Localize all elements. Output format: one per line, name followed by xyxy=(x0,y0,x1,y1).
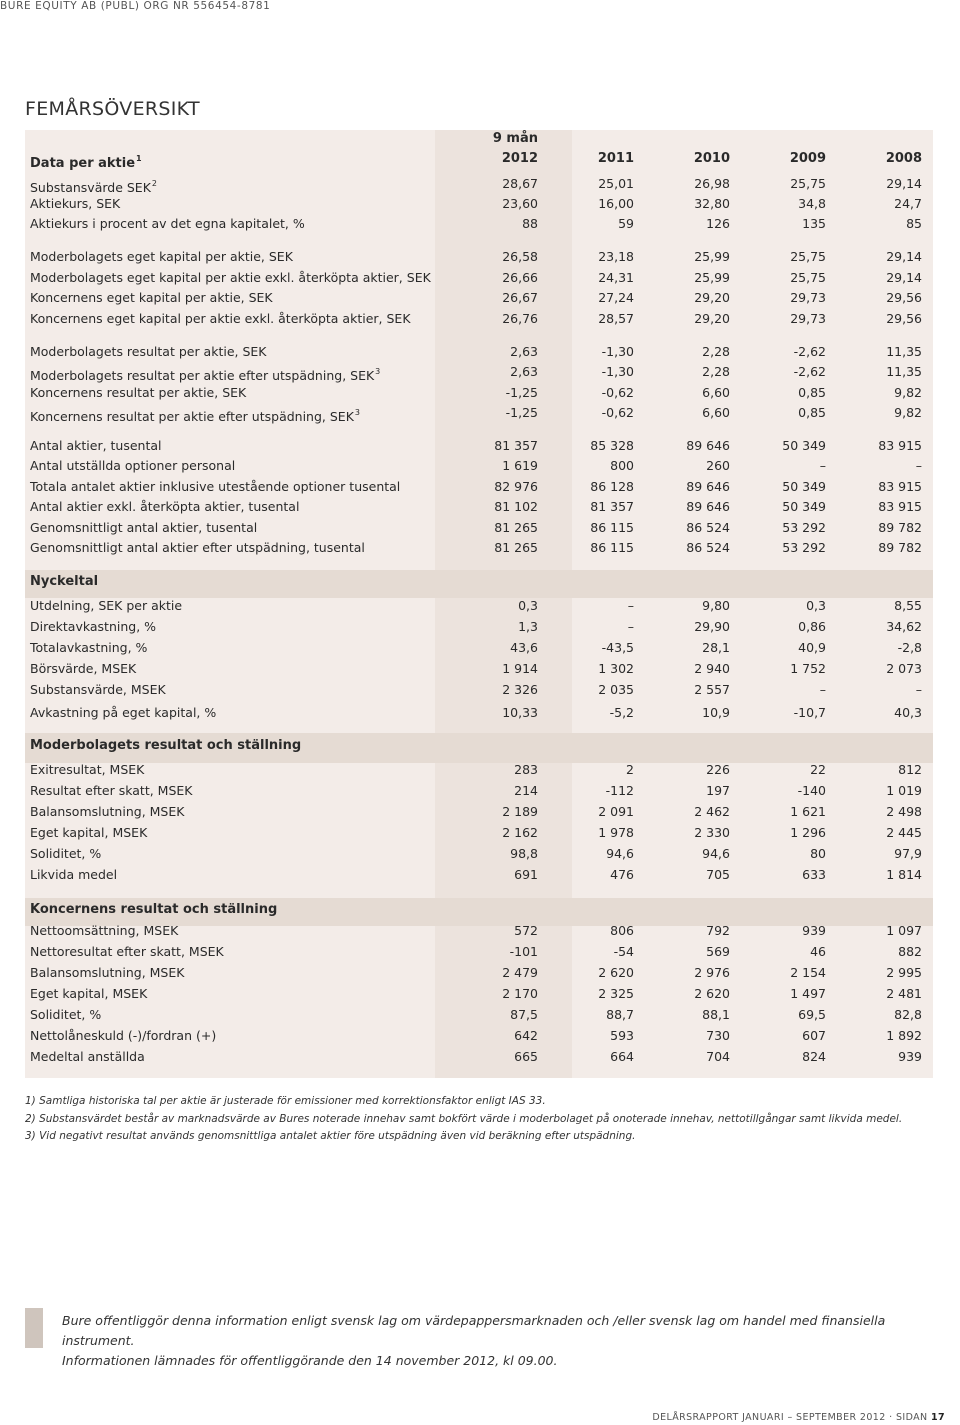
row-value: 81 357 xyxy=(590,499,634,514)
row-value: 82,8 xyxy=(894,1007,922,1022)
row-value: 86 524 xyxy=(686,520,730,535)
row-value: 1 302 xyxy=(598,661,634,676)
row-value: 25,01 xyxy=(598,176,634,191)
row-label: Substansvärde SEK$^2$ xyxy=(30,179,157,195)
row-label: Genomsnittligt antal aktier, tusental xyxy=(30,520,258,535)
row-value: 2,28 xyxy=(702,364,730,379)
row-value: 691 xyxy=(514,867,538,882)
row-value: 2 620 xyxy=(694,986,730,1001)
row-label: Totalavkastning, % xyxy=(30,640,148,655)
row-value: 86 128 xyxy=(590,479,634,494)
row-value: 2,63 xyxy=(510,344,538,359)
row-label: Koncernens resultat per aktie efter utspädning, SEK$^3$ xyxy=(30,408,360,424)
table-row xyxy=(25,659,933,679)
row-value: – xyxy=(819,458,826,473)
row-value: 40,3 xyxy=(894,705,922,720)
row-value: -1,30 xyxy=(601,344,634,359)
row-value: 283 xyxy=(514,762,538,777)
page-footer xyxy=(652,1412,945,1423)
row-value: 89 782 xyxy=(878,540,922,555)
row-value: 81 265 xyxy=(494,520,538,535)
row-value: 1 019 xyxy=(886,783,922,798)
row-value: 2 189 xyxy=(502,804,538,819)
row-value: – xyxy=(915,682,922,697)
row-label: Utdelning, SEK per aktie xyxy=(30,598,183,613)
row-value: 572 xyxy=(514,923,538,938)
table-row xyxy=(25,497,933,517)
table-row xyxy=(25,403,933,423)
row-label: Moderbolagets eget kapital per aktie exkl. återköpta aktier, SEK xyxy=(30,270,431,285)
column-header-year: 2012 xyxy=(501,151,538,166)
row-value: 81 265 xyxy=(494,540,538,555)
row-value: 8,55 xyxy=(894,598,922,613)
row-value: 29,14 xyxy=(886,270,922,285)
row-value: -112 xyxy=(605,783,634,798)
row-value: 11,35 xyxy=(886,364,922,379)
table-row xyxy=(25,921,933,941)
column-header-year: 2011 xyxy=(597,151,634,166)
row-label: Koncernens eget kapital per aktie exkl. återköpta aktier, SEK xyxy=(30,311,411,326)
table-row xyxy=(25,1047,933,1067)
table-row xyxy=(25,268,933,288)
row-label: Resultat efter skatt, MSEK xyxy=(30,783,193,798)
table-row xyxy=(25,781,933,801)
row-value: 882 xyxy=(898,944,922,959)
footnote: 1) Samtliga historiska tal per aktie är justerade för emissioner med korrektionsfaktor enligt IAS 33. xyxy=(25,1095,546,1107)
table-row xyxy=(25,1026,933,1046)
footer-report: DELÅRSRAPPORT JANUARI – SEPTEMBER 2012 · SIDAN xyxy=(652,1412,928,1423)
row-label: Moderbolagets resultat per aktie, SEK xyxy=(30,344,267,359)
row-value: 1 978 xyxy=(598,825,634,840)
row-value: 26,98 xyxy=(694,176,730,191)
footnotes xyxy=(25,1093,902,1146)
row-value: 2 325 xyxy=(598,986,634,1001)
row-value: 25,75 xyxy=(790,249,826,264)
row-value: 81 102 xyxy=(494,499,538,514)
row-value: 29,73 xyxy=(790,311,826,326)
row-label: Avkastning på eget kapital, % xyxy=(30,705,217,720)
row-value: 0,86 xyxy=(798,619,826,634)
row-value: 29,56 xyxy=(886,290,922,305)
row-value: 88,1 xyxy=(702,1007,730,1022)
row-label: Eget kapital, MSEK xyxy=(30,825,148,840)
row-value: 82 976 xyxy=(494,479,538,494)
row-label: Nettoresultat efter skatt, MSEK xyxy=(30,944,224,959)
table-row xyxy=(25,518,933,538)
table-row xyxy=(25,865,933,885)
table-row xyxy=(25,436,933,456)
row-value: 800 xyxy=(610,458,634,473)
table-row xyxy=(25,638,933,658)
row-value: 29,20 xyxy=(694,290,730,305)
row-value: 0,3 xyxy=(518,598,538,613)
row-value: 1 296 xyxy=(790,825,826,840)
column-header-year: 2008 xyxy=(885,151,922,166)
row-value: 86 115 xyxy=(590,540,634,555)
row-value: 664 xyxy=(610,1049,634,1064)
row-value: 665 xyxy=(514,1049,538,1064)
row-value: 1 497 xyxy=(790,986,826,1001)
row-value: 9,80 xyxy=(702,598,730,613)
row-value: 6,60 xyxy=(702,405,730,420)
row-value: 704 xyxy=(706,1049,730,1064)
row-label: Moderbolagets eget kapital per aktie, SEK xyxy=(30,249,293,264)
row-label: Substansvärde, MSEK xyxy=(30,682,166,697)
row-value: 53 292 xyxy=(782,540,826,555)
row-value: 214 xyxy=(514,783,538,798)
row-value: 10,9 xyxy=(702,705,730,720)
row-value: -101 xyxy=(509,944,538,959)
row-value: 2,63 xyxy=(510,364,538,379)
row-value: 1 892 xyxy=(886,1028,922,1043)
table-row xyxy=(25,942,933,962)
row-value: 2 170 xyxy=(502,986,538,1001)
row-label: Exitresultat, MSEK xyxy=(30,762,145,777)
notice-line: Informationen lämnades för offentliggörande den 14 november 2012, kl 09.00. xyxy=(62,1353,558,1368)
row-value: 89 782 xyxy=(878,520,922,535)
row-value: 2 xyxy=(626,762,634,777)
row-value: -0,62 xyxy=(601,405,634,420)
row-value: 2 162 xyxy=(502,825,538,840)
row-value: -5,2 xyxy=(609,705,634,720)
row-value: 32,80 xyxy=(694,196,730,211)
row-value: 85 xyxy=(906,216,922,231)
row-value: 607 xyxy=(802,1028,826,1043)
row-value: -43,5 xyxy=(601,640,634,655)
table-row xyxy=(25,342,933,362)
row-label: Balansomslutning, MSEK xyxy=(30,804,185,819)
row-label: Balansomslutning, MSEK xyxy=(30,965,185,980)
row-value: 2 620 xyxy=(598,965,634,980)
section-band-nyckeltal xyxy=(25,570,933,598)
row-value: 2 035 xyxy=(598,682,634,697)
financial-table xyxy=(25,130,933,1078)
column-header-top xyxy=(25,129,933,149)
table-row xyxy=(25,984,933,1004)
row-value: 9,82 xyxy=(894,405,922,420)
row-value: -140 xyxy=(797,783,826,798)
row-value: 23,18 xyxy=(598,249,634,264)
row-value: -10,7 xyxy=(793,705,826,720)
row-value: 226 xyxy=(706,762,730,777)
row-value: 40,9 xyxy=(798,640,826,655)
row-value: 1 097 xyxy=(886,923,922,938)
row-value: 25,75 xyxy=(790,270,826,285)
row-value: 43,6 xyxy=(510,640,538,655)
row-value: 69,5 xyxy=(798,1007,826,1022)
table-row xyxy=(25,703,933,723)
row-value: 2 326 xyxy=(502,682,538,697)
row-value: 730 xyxy=(706,1028,730,1043)
row-value: 94,6 xyxy=(606,846,634,861)
row-value: 26,58 xyxy=(502,249,538,264)
table-row xyxy=(25,596,933,616)
row-value: 0,85 xyxy=(798,385,826,400)
row-value: 50 349 xyxy=(782,499,826,514)
row-value: 126 xyxy=(706,216,730,231)
row-value: 6,60 xyxy=(702,385,730,400)
row-label: Antal utställda optioner personal xyxy=(30,458,236,473)
row-value: 2 479 xyxy=(502,965,538,980)
row-value: 0,85 xyxy=(798,405,826,420)
table-row xyxy=(25,362,933,382)
row-value: 939 xyxy=(802,923,826,938)
row-label: Börsvärde, MSEK xyxy=(30,661,137,676)
row-value: 705 xyxy=(706,867,730,882)
row-label: Totala antalet aktier inklusive utestående optioner tusental xyxy=(30,479,401,494)
row-label: Soliditet, % xyxy=(30,1007,102,1022)
row-value: 83 915 xyxy=(878,479,922,494)
row-value: – xyxy=(627,598,634,613)
row-value: 29,56 xyxy=(886,311,922,326)
section-title-moderbolag: Moderbolagets resultat och ställning xyxy=(30,738,302,753)
column-header-period: 9 mån xyxy=(492,131,538,146)
row-value: 0,3 xyxy=(806,598,826,613)
row-value: 34,8 xyxy=(798,196,826,211)
row-value: 50 349 xyxy=(782,438,826,453)
table-row xyxy=(25,194,933,214)
table-row xyxy=(25,383,933,403)
row-label: Antal aktier, tusental xyxy=(30,438,162,453)
row-value: 1 914 xyxy=(502,661,538,676)
row-value: 98,8 xyxy=(510,846,538,861)
row-value: 476 xyxy=(610,867,634,882)
row-value: 1 752 xyxy=(790,661,826,676)
row-label: Aktiekurs, SEK xyxy=(30,196,121,211)
row-label: Nettoomsättning, MSEK xyxy=(30,923,179,938)
row-value: 34,62 xyxy=(886,619,922,634)
row-label: Nettolåneskuld (-)/fordran (+) xyxy=(30,1028,217,1043)
row-value: 2 462 xyxy=(694,804,730,819)
row-value: 86 524 xyxy=(686,540,730,555)
table-row xyxy=(25,247,933,267)
row-value: 83 915 xyxy=(878,438,922,453)
table-row xyxy=(25,309,933,329)
row-value: 2,28 xyxy=(702,344,730,359)
row-value: 824 xyxy=(802,1049,826,1064)
row-value: 135 xyxy=(802,216,826,231)
row-value: 806 xyxy=(610,923,634,938)
footnote: 2) Substansvärdet består av marknadsvärde av Bures noterade innehav samt bokfört värde i moderbolaget på onoterade innehav, nettotillgångar samt likvida medel. xyxy=(25,1112,903,1125)
footer-page-number: 17 xyxy=(930,1412,945,1423)
row-value: 25,75 xyxy=(790,176,826,191)
row-value: 28,57 xyxy=(598,311,634,326)
row-value: -1,25 xyxy=(505,385,538,400)
table-row xyxy=(25,823,933,843)
row-value: 50 349 xyxy=(782,479,826,494)
table-row xyxy=(25,288,933,308)
row-value: 80 xyxy=(810,846,826,861)
row-value: 16,00 xyxy=(598,196,634,211)
row-label: Likvida medel xyxy=(30,867,118,882)
section-title-koncern: Koncernens resultat och ställning xyxy=(30,902,278,917)
notice-line: Bure offentliggör denna information enligt svensk lag om värdepappersmarknaden och /eller svensk lag om handel med finansiella instrument. xyxy=(62,1313,886,1348)
row-value: 25,99 xyxy=(694,249,730,264)
table-row xyxy=(25,760,933,780)
row-value: 2 557 xyxy=(694,682,730,697)
row-label: Koncernens resultat per aktie, SEK xyxy=(30,385,247,400)
row-value: 29,90 xyxy=(694,619,730,634)
row-value: 97,9 xyxy=(894,846,922,861)
row-value: 10,33 xyxy=(502,705,538,720)
row-value: 86 115 xyxy=(590,520,634,535)
row-value: 89 646 xyxy=(686,438,730,453)
notice-accent-bar xyxy=(25,1308,43,1348)
table-row xyxy=(25,802,933,822)
row-value: 83 915 xyxy=(878,499,922,514)
row-label: Antal aktier exkl. återköpta aktier, tusental xyxy=(30,499,300,514)
row-label: Direktavkastning, % xyxy=(30,619,157,634)
row-value: 1 619 xyxy=(502,458,538,473)
table-row xyxy=(25,617,933,637)
row-value: 26,67 xyxy=(502,290,538,305)
row-label: Koncernens eget kapital per aktie, SEK xyxy=(30,290,273,305)
column-header-year: 2010 xyxy=(693,151,730,166)
table-row xyxy=(25,477,933,497)
row-value: – xyxy=(627,619,634,634)
row-label: Medeltal anställda xyxy=(30,1049,145,1064)
row-value: 2 330 xyxy=(694,825,730,840)
row-value: 29,73 xyxy=(790,290,826,305)
row-value: 29,14 xyxy=(886,176,922,191)
column-header-label: Data per aktie$^1$ xyxy=(30,154,142,171)
row-value: 25,99 xyxy=(694,270,730,285)
row-value: 94,6 xyxy=(702,846,730,861)
row-value: 26,76 xyxy=(502,311,538,326)
row-value: 2 445 xyxy=(886,825,922,840)
row-value: – xyxy=(915,458,922,473)
column-header-row xyxy=(25,149,933,169)
row-value: 197 xyxy=(706,783,730,798)
row-value: 633 xyxy=(802,867,826,882)
row-value: 85 328 xyxy=(590,438,634,453)
row-value: 9,82 xyxy=(894,385,922,400)
row-value: -54 xyxy=(613,944,634,959)
row-value: 89 646 xyxy=(686,479,730,494)
row-value: 22 xyxy=(810,762,826,777)
row-value: 2 073 xyxy=(886,661,922,676)
row-value: 87,5 xyxy=(510,1007,538,1022)
row-value: 27,24 xyxy=(598,290,634,305)
row-value: 812 xyxy=(898,762,922,777)
row-value: 1 814 xyxy=(886,867,922,882)
row-value: 2 995 xyxy=(886,965,922,980)
table-row xyxy=(25,844,933,864)
row-value: 2 940 xyxy=(694,661,730,676)
table-row xyxy=(25,538,933,558)
row-value: 59 xyxy=(618,216,634,231)
row-value: -1,30 xyxy=(601,364,634,379)
row-value: 2 498 xyxy=(886,804,922,819)
row-value: 23,60 xyxy=(502,196,538,211)
row-value: 26,66 xyxy=(502,270,538,285)
row-label: Soliditet, % xyxy=(30,846,102,861)
row-value: 569 xyxy=(706,944,730,959)
document-header: BURE EQUITY AB (PUBL) ORG NR 556454-8781 xyxy=(0,0,271,12)
row-value: 53 292 xyxy=(782,520,826,535)
row-label: Eget kapital, MSEK xyxy=(30,986,148,1001)
row-value: 28,1 xyxy=(702,640,730,655)
table-row xyxy=(25,963,933,983)
row-value: -1,25 xyxy=(505,405,538,420)
table-row xyxy=(25,214,933,234)
row-value: 24,7 xyxy=(894,196,922,211)
row-value: 88 xyxy=(522,216,538,231)
row-label: Moderbolagets resultat per aktie efter utspädning, SEK$^3$ xyxy=(30,367,381,383)
row-value: 29,20 xyxy=(694,311,730,326)
row-value: 29,14 xyxy=(886,249,922,264)
row-value: 1 621 xyxy=(790,804,826,819)
row-label: Genomsnittligt antal aktier efter utspädning, tusental xyxy=(30,540,365,555)
row-value: 939 xyxy=(898,1049,922,1064)
row-value: 88,7 xyxy=(606,1007,634,1022)
row-value: – xyxy=(819,682,826,697)
footnote: 3) Vid negativt resultat används genomsnittliga antalet aktier före utspädning även vid beräkning efter utspädning. xyxy=(25,1130,636,1142)
row-value: 46 xyxy=(810,944,826,959)
row-value: 593 xyxy=(610,1028,634,1043)
table-row xyxy=(25,456,933,476)
column-header-year: 2009 xyxy=(789,151,826,166)
row-value: 24,31 xyxy=(598,270,634,285)
row-value: 642 xyxy=(514,1028,538,1043)
row-value: 2 976 xyxy=(694,965,730,980)
row-value: 792 xyxy=(706,923,730,938)
row-value: -2,8 xyxy=(897,640,922,655)
row-value: -0,62 xyxy=(601,385,634,400)
row-value: 28,67 xyxy=(502,176,538,191)
row-value: 260 xyxy=(706,458,730,473)
row-value: -2,62 xyxy=(793,344,826,359)
table-row xyxy=(25,174,933,194)
row-value: 2 154 xyxy=(790,965,826,980)
page-title: FEMÅRSÖVERSIKT xyxy=(25,98,200,120)
section-title-nyckeltal: Nyckeltal xyxy=(30,574,99,589)
row-value: 81 357 xyxy=(494,438,538,453)
table-row xyxy=(25,680,933,700)
row-value: 1,3 xyxy=(518,619,538,634)
row-value: 2 481 xyxy=(886,986,922,1001)
notice-text xyxy=(62,1311,960,1371)
row-value: 89 646 xyxy=(686,499,730,514)
row-value: 2 091 xyxy=(598,804,634,819)
table-row xyxy=(25,1005,933,1025)
row-label: Aktiekurs i procent av det egna kapitalet, % xyxy=(30,216,305,231)
row-value: 11,35 xyxy=(886,344,922,359)
row-value: -2,62 xyxy=(793,364,826,379)
